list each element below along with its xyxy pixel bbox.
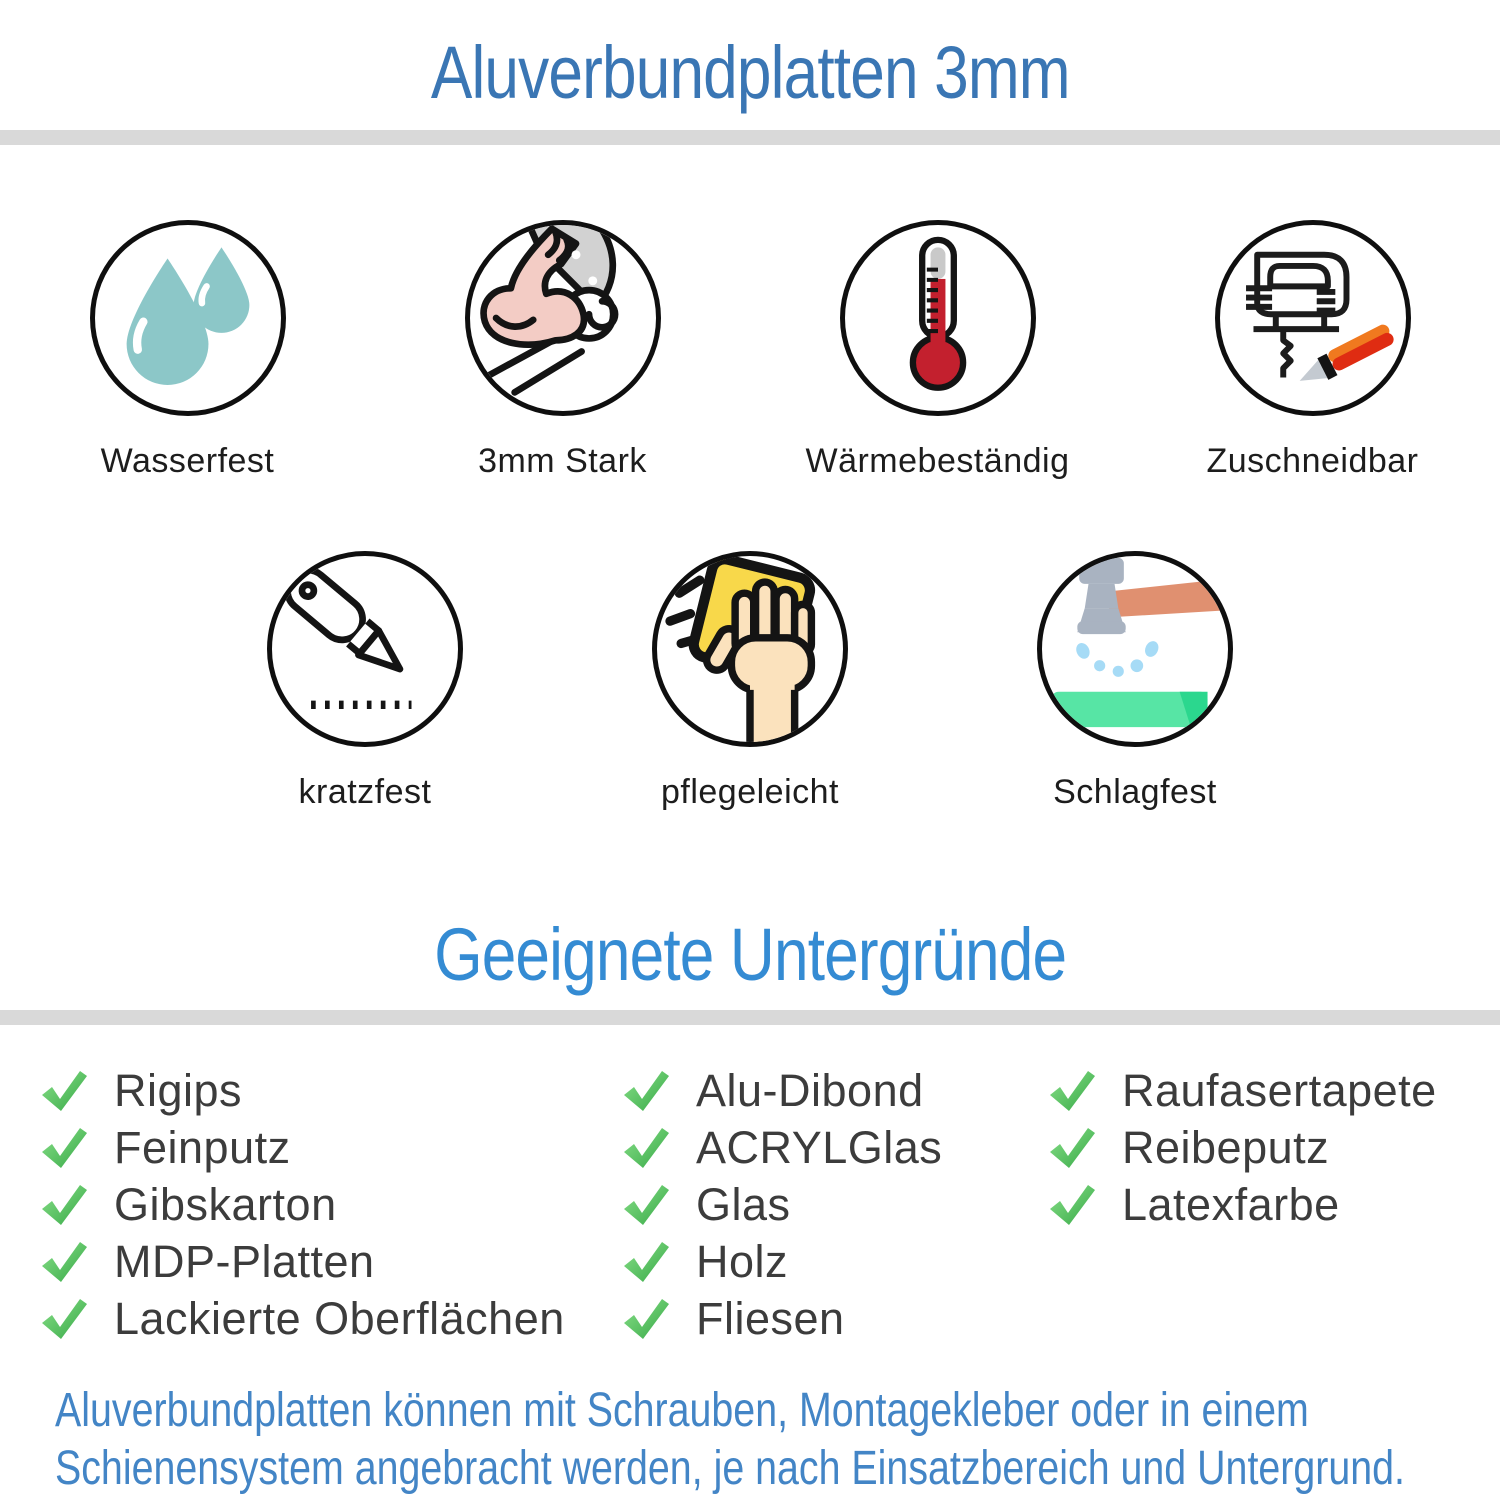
divider-top: [0, 130, 1500, 145]
list-item: Reibeputz: [1048, 1119, 1437, 1176]
check-icon: [40, 1183, 88, 1227]
list-item: Gibskarton: [40, 1176, 565, 1233]
wiping-hand-icon: [652, 551, 848, 747]
feature-label: Zuschneidbar: [1206, 442, 1419, 480]
list-item: ACRYLGlas: [622, 1119, 942, 1176]
list-item: Lackierte Oberflächen: [40, 1290, 565, 1347]
list-item: Fliesen: [622, 1290, 942, 1347]
feature-schlagfest: [948, 551, 1323, 812]
section-title-untergruende: Geeignete Untergründe: [433, 913, 1067, 996]
note-line-1: Aluverbundplatten können mit Schrauben, Montagekleber oder in einem: [55, 1384, 1309, 1437]
feature-label: Wärmebeständig: [805, 442, 1070, 480]
check-icon: [1048, 1183, 1096, 1227]
note-line-2: Schienensystem angebracht werden, je nach Einsatzbereich und Untergrund.: [55, 1442, 1405, 1496]
list-item: Glas: [622, 1176, 942, 1233]
features-row-1: [0, 220, 1500, 481]
thermometer-icon: [840, 220, 1036, 416]
list-item: Feinputz: [40, 1119, 565, 1176]
utility-knife-icon: [267, 551, 463, 747]
check-icon: [40, 1126, 88, 1170]
check-icon: [622, 1126, 670, 1170]
divider-middle: [0, 1010, 1500, 1025]
water-drops-icon: [90, 220, 286, 416]
list-item: Latexfarbe: [1048, 1176, 1437, 1233]
check-icon: [40, 1297, 88, 1341]
feature-label: Schlagfest: [1053, 773, 1217, 811]
feature-waermebestaendig: [750, 220, 1125, 481]
flexed-arm-icon: [465, 220, 661, 416]
hammer-icon: [1037, 551, 1233, 747]
substrates-column-3: [1048, 1062, 1437, 1233]
check-icon: [622, 1183, 670, 1227]
check-icon: [622, 1240, 670, 1284]
page-title: Aluverbundplatten 3mm: [430, 31, 1070, 114]
mounting-note: [55, 1382, 1500, 1498]
check-icon: [40, 1240, 88, 1284]
feature-label: pflegeleicht: [660, 773, 839, 811]
features-row-2: [0, 551, 1500, 812]
check-icon: [622, 1297, 670, 1341]
check-icon: [1048, 1069, 1096, 1113]
list-item: MDP-Platten: [40, 1233, 565, 1290]
list-item: Raufasertapete: [1048, 1062, 1437, 1119]
list-item: Rigips: [40, 1062, 565, 1119]
list-item: Holz: [622, 1233, 942, 1290]
substrates-column-1: [40, 1062, 565, 1347]
feature-wasserfest: [0, 220, 375, 481]
feature-3mm-stark: [375, 220, 750, 481]
feature-label: Wasserfest: [100, 442, 275, 480]
feature-pflegeleicht: [563, 551, 938, 812]
list-item: Alu-Dibond: [622, 1062, 942, 1119]
jigsaw-cutter-icon: [1215, 220, 1411, 416]
check-icon: [1048, 1126, 1096, 1170]
check-icon: [40, 1069, 88, 1113]
substrates-column-2: [622, 1062, 942, 1347]
feature-label: kratzfest: [298, 773, 432, 811]
check-icon: [622, 1069, 670, 1113]
substrates-list: [0, 1062, 1500, 1362]
feature-zuschneidbar: [1125, 220, 1500, 481]
feature-kratzfest: [178, 551, 553, 812]
feature-label: 3mm Stark: [478, 442, 647, 480]
